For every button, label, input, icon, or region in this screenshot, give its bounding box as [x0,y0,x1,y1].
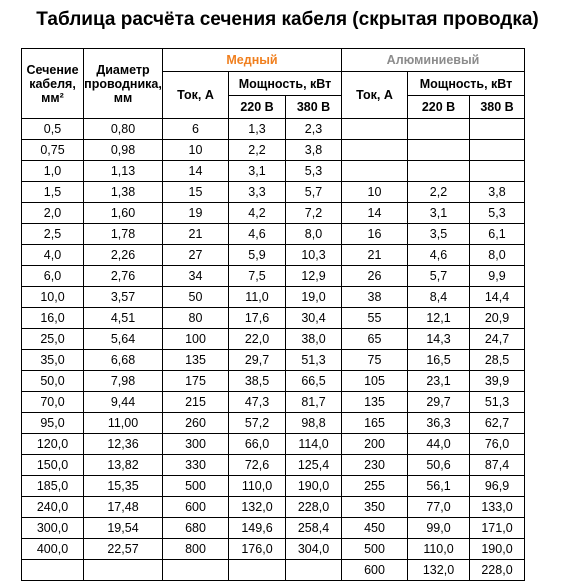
cell-aluminium-380v: 96,9 [470,476,525,497]
cell-section: 120,0 [22,434,84,455]
table-row [22,119,525,140]
cell-copper-380v: 258,4 [286,518,342,539]
cell-section: 6,0 [22,266,84,287]
cell-diameter: 12,36 [84,434,163,455]
cell-aluminium-220v [408,140,470,161]
header-section: Сечение кабеля, мм² [22,49,84,119]
cell-aluminium-220v: 3,1 [408,203,470,224]
cell-aluminium-current: 165 [342,413,408,434]
table-row [22,560,525,581]
header-aluminium: Алюминиевый [342,49,525,72]
cell-section: 25,0 [22,329,84,350]
cell-copper-current: 215 [163,392,229,413]
cell-copper-current: 800 [163,539,229,560]
cell-diameter: 1,13 [84,161,163,182]
cell-aluminium-220v: 4,6 [408,245,470,266]
cell-diameter: 4,51 [84,308,163,329]
cell-aluminium-380v: 190,0 [470,539,525,560]
cell-diameter: 15,35 [84,476,163,497]
cell-aluminium-current [342,119,408,140]
table-row [22,434,525,455]
cell-section: 240,0 [22,497,84,518]
cell-section: 50,0 [22,371,84,392]
cell-aluminium-220v: 77,0 [408,497,470,518]
cell-aluminium-current [342,140,408,161]
cell-aluminium-220v [408,119,470,140]
cell-copper-220v: 5,9 [229,245,286,266]
cell-diameter: 1,38 [84,182,163,203]
cell-aluminium-380v: 9,9 [470,266,525,287]
table-row [22,203,525,224]
header-diameter: Диаметр проводника, мм [84,49,163,119]
cell-aluminium-current: 350 [342,497,408,518]
cell-diameter: 1,78 [84,224,163,245]
cell-aluminium-current: 10 [342,182,408,203]
cell-diameter: 17,48 [84,497,163,518]
cell-copper-current: 500 [163,476,229,497]
cell-aluminium-220v: 99,0 [408,518,470,539]
cell-aluminium-220v: 2,2 [408,182,470,203]
cell-copper-380v: 2,3 [286,119,342,140]
cell-aluminium-380v: 14,4 [470,287,525,308]
cell-aluminium-380v: 3,8 [470,182,525,203]
cell-aluminium-current: 38 [342,287,408,308]
page-title: Таблица расчёта сечения кабеля (скрытая проводка) [36,9,539,30]
cell-copper-380v: 19,0 [286,287,342,308]
cell-copper-current: 50 [163,287,229,308]
cell-aluminium-current: 500 [342,539,408,560]
header-aluminium-220v: 220 В [408,96,470,119]
cell-diameter: 0,98 [84,140,163,161]
header-aluminium-current: Ток, А [342,72,408,119]
cell-aluminium-220v: 132,0 [408,560,470,581]
cell-aluminium-380v: 76,0 [470,434,525,455]
cell-copper-380v: 3,8 [286,140,342,161]
cell-copper-380v: 12,9 [286,266,342,287]
cell-copper-380v: 98,8 [286,413,342,434]
cell-copper-380v: 10,3 [286,245,342,266]
table-row [22,497,525,518]
cell-aluminium-220v: 8,4 [408,287,470,308]
cell-aluminium-380v: 8,0 [470,245,525,266]
table-row [22,329,525,350]
cell-aluminium-220v: 14,3 [408,329,470,350]
cell-aluminium-current: 55 [342,308,408,329]
cell-section: 150,0 [22,455,84,476]
cell-copper-220v: 72,6 [229,455,286,476]
cell-section: 0,5 [22,119,84,140]
table-row [22,161,525,182]
cell-copper-current: 300 [163,434,229,455]
cell-copper-380v: 228,0 [286,497,342,518]
table-row [22,308,525,329]
cell-copper-220v: 4,6 [229,224,286,245]
table-row [22,539,525,560]
cell-section: 1,0 [22,161,84,182]
cell-copper-current: 330 [163,455,229,476]
cell-diameter: 9,44 [84,392,163,413]
table-body [22,119,525,581]
cell-aluminium-current: 75 [342,350,408,371]
cell-section: 70,0 [22,392,84,413]
cell-copper-current: 15 [163,182,229,203]
cell-aluminium-current: 255 [342,476,408,497]
header-copper: Медный [163,49,342,72]
table-row [22,140,525,161]
cell-copper-220v: 110,0 [229,476,286,497]
cell-aluminium-current: 600 [342,560,408,581]
cell-copper-current: 10 [163,140,229,161]
cell-diameter: 2,76 [84,266,163,287]
cell-copper-220v: 3,1 [229,161,286,182]
table-row [22,287,525,308]
cell-aluminium-current [342,161,408,182]
cell-copper-220v: 17,6 [229,308,286,329]
cell-copper-220v: 29,7 [229,350,286,371]
header-copper-220v: 220 В [229,96,286,119]
cell-copper-220v: 47,3 [229,392,286,413]
cell-copper-380v: 66,5 [286,371,342,392]
cell-copper-current: 135 [163,350,229,371]
cell-copper-380v: 51,3 [286,350,342,371]
table-row [22,182,525,203]
cell-copper-380v: 304,0 [286,539,342,560]
table-row [22,266,525,287]
cell-aluminium-380v: 51,3 [470,392,525,413]
cell-section: 10,0 [22,287,84,308]
cell-copper-380v: 7,2 [286,203,342,224]
table-row [22,245,525,266]
table-row [22,350,525,371]
cell-copper-current: 80 [163,308,229,329]
cell-section: 95,0 [22,413,84,434]
cell-aluminium-220v: 12,1 [408,308,470,329]
cell-copper-current: 175 [163,371,229,392]
cell-copper-220v: 2,2 [229,140,286,161]
cell-diameter: 13,82 [84,455,163,476]
cell-aluminium-380v: 6,1 [470,224,525,245]
cell-copper-220v [229,560,286,581]
cell-copper-380v: 38,0 [286,329,342,350]
cell-aluminium-current: 200 [342,434,408,455]
cable-section-table [21,48,525,581]
cell-copper-380v: 8,0 [286,224,342,245]
cell-aluminium-current: 65 [342,329,408,350]
cell-aluminium-current: 26 [342,266,408,287]
cell-copper-current: 6 [163,119,229,140]
cell-aluminium-220v: 44,0 [408,434,470,455]
cell-aluminium-current: 16 [342,224,408,245]
cell-aluminium-220v: 36,3 [408,413,470,434]
cell-aluminium-current: 21 [342,245,408,266]
header-copper-power: Мощность, кВт [229,72,342,96]
cell-copper-current: 100 [163,329,229,350]
cell-aluminium-380v [470,119,525,140]
cell-copper-220v: 66,0 [229,434,286,455]
cell-aluminium-current: 135 [342,392,408,413]
cell-copper-current: 19 [163,203,229,224]
cell-aluminium-220v: 56,1 [408,476,470,497]
cell-aluminium-220v: 50,6 [408,455,470,476]
cell-copper-current: 34 [163,266,229,287]
header-aluminium-power: Мощность, кВт [408,72,525,96]
cell-copper-220v: 7,5 [229,266,286,287]
cell-copper-220v: 57,2 [229,413,286,434]
cell-copper-current: 14 [163,161,229,182]
cell-section: 2,5 [22,224,84,245]
cell-diameter: 22,57 [84,539,163,560]
cell-aluminium-current: 105 [342,371,408,392]
cell-aluminium-current: 230 [342,455,408,476]
cell-aluminium-220v: 23,1 [408,371,470,392]
header-copper-380v: 380 В [286,96,342,119]
cell-diameter: 11,00 [84,413,163,434]
cell-diameter: 2,26 [84,245,163,266]
cell-aluminium-current: 14 [342,203,408,224]
cell-copper-current: 21 [163,224,229,245]
cell-section: 2,0 [22,203,84,224]
cell-section: 4,0 [22,245,84,266]
table-row [22,455,525,476]
cell-copper-220v: 22,0 [229,329,286,350]
cell-section: 35,0 [22,350,84,371]
cell-copper-220v: 3,3 [229,182,286,203]
cell-section: 1,5 [22,182,84,203]
cell-copper-380v: 5,3 [286,161,342,182]
cell-copper-current: 680 [163,518,229,539]
cell-aluminium-220v: 29,7 [408,392,470,413]
cell-aluminium-380v [470,161,525,182]
cell-diameter [84,560,163,581]
cell-section: 16,0 [22,308,84,329]
cell-copper-380v: 125,4 [286,455,342,476]
cell-aluminium-380v [470,140,525,161]
cell-copper-380v: 30,4 [286,308,342,329]
cell-section: 300,0 [22,518,84,539]
header-copper-current: Ток, А [163,72,229,119]
cell-diameter: 6,68 [84,350,163,371]
cell-section [22,560,84,581]
cell-aluminium-220v: 16,5 [408,350,470,371]
cell-aluminium-220v: 110,0 [408,539,470,560]
cell-aluminium-380v: 39,9 [470,371,525,392]
cell-section: 185,0 [22,476,84,497]
cell-aluminium-220v: 3,5 [408,224,470,245]
cell-diameter: 7,98 [84,371,163,392]
cell-copper-220v: 1,3 [229,119,286,140]
cell-aluminium-380v: 171,0 [470,518,525,539]
cell-copper-380v: 81,7 [286,392,342,413]
table-row [22,371,525,392]
cell-aluminium-220v [408,161,470,182]
cell-copper-current: 600 [163,497,229,518]
cell-aluminium-380v: 24,7 [470,329,525,350]
cell-aluminium-220v: 5,7 [408,266,470,287]
cell-copper-220v: 11,0 [229,287,286,308]
cell-copper-220v: 38,5 [229,371,286,392]
cell-copper-220v: 149,6 [229,518,286,539]
cell-copper-220v: 132,0 [229,497,286,518]
cell-copper-220v: 4,2 [229,203,286,224]
cell-copper-380v: 114,0 [286,434,342,455]
cell-aluminium-380v: 20,9 [470,308,525,329]
cell-copper-380v: 5,7 [286,182,342,203]
cell-copper-220v: 176,0 [229,539,286,560]
cell-section: 0,75 [22,140,84,161]
cell-aluminium-380v: 28,5 [470,350,525,371]
cell-aluminium-current: 450 [342,518,408,539]
cell-aluminium-380v: 228,0 [470,560,525,581]
cell-diameter: 5,64 [84,329,163,350]
table-row [22,224,525,245]
table-row [22,476,525,497]
table-row [22,392,525,413]
cell-aluminium-380v: 87,4 [470,455,525,476]
cell-diameter: 19,54 [84,518,163,539]
cell-diameter: 3,57 [84,287,163,308]
cell-copper-current: 260 [163,413,229,434]
cell-aluminium-380v: 133,0 [470,497,525,518]
table-row [22,413,525,434]
cell-copper-380v [286,560,342,581]
cell-copper-current: 27 [163,245,229,266]
cell-section: 400,0 [22,539,84,560]
cell-diameter: 0,80 [84,119,163,140]
cell-aluminium-380v: 62,7 [470,413,525,434]
cell-aluminium-380v: 5,3 [470,203,525,224]
cell-copper-380v: 190,0 [286,476,342,497]
cell-copper-current [163,560,229,581]
cell-diameter: 1,60 [84,203,163,224]
header-aluminium-380v: 380 В [470,96,525,119]
